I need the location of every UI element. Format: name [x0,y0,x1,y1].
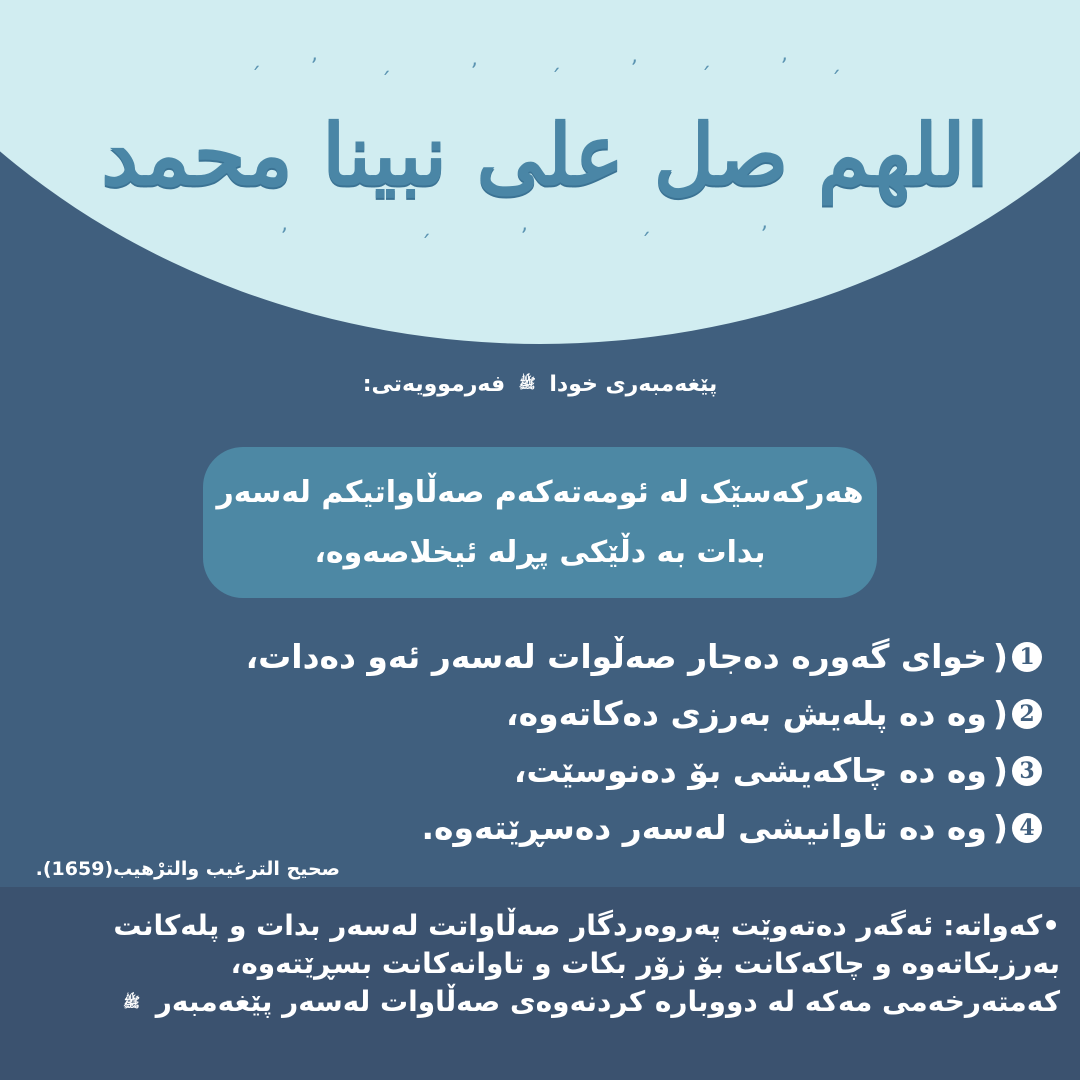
number-badge-icon: 2 [1012,699,1042,729]
intro-text-after: فەرموویەتی: [362,372,506,397]
benefit-item-2 [182,685,1042,742]
hadith-intro [0,372,1080,397]
benefit-item-4 [182,799,1042,856]
pbuh-honorific-icon: ﷺ [123,995,141,1011]
number-separator: ( [992,637,1008,676]
benefit-text: وە دە چاکەیشی بۆ دەنوسێت، [513,751,987,790]
conclusion-text [20,907,1060,1022]
benefits-list [182,628,1042,856]
conclusion-panel [0,887,1080,1080]
number-separator: ( [992,751,1008,790]
conclusion-line-3-text: کەمتەرخەمی مەکە لە دووبارە کردنەوەی صەڵاوات لەسەر پێغەمبەر [155,985,1060,1018]
number-badge-icon: 3 [1012,756,1042,786]
hadith-line-1: هەرکەسێک لە ئومەتەکەم صەڵاواتیکم لەسەر [216,474,864,510]
calligraphy-text: اللهم صل على نبينا محمد [100,105,990,204]
conclusion-line-2: بەرزبکاتەوە و چاکەکانت بۆ زۆر بکات و تاوانەکانت بسڕێتەوە، [230,947,1060,980]
benefit-text: وە دە تاوانیشی لەسەر دەسڕێتەوە. [421,808,987,847]
hadith-source-reference: صحيح الترغيب والترْهيب(1659). [35,858,340,880]
number-separator: ( [992,808,1008,847]
intro-text-before: پێغەمبەری خودا [549,372,718,397]
calligraphy-banner [100,55,990,258]
hadith-line-2: بدات بە دڵێکی پڕلە ئیخلاصەوە، [314,534,766,570]
pbuh-honorific-icon: ﷺ [518,376,536,392]
number-badge-icon: 1 [1012,642,1042,672]
conclusion-line-3 [20,983,1060,1022]
benefit-item-3 [182,742,1042,799]
number-separator: ( [992,694,1008,733]
hadith-quote-box [203,447,877,598]
calligraphy-diacritics-decoration: ˊ ʼ ˊ ʼ ˊ ʼ ˊ ʼ ˊ ʼ ˊ ʼ ˊ ʼ [250,55,841,258]
benefit-text: خوای گەورە دەجار صەڵوات لەسەر ئەو دەدات، [245,637,987,676]
conclusion-line-1: •کەواتە: ئەگەر دەتەوێت پەروەردگار صەڵاواتت لەسەر بدات و پلەکانت [113,909,1060,942]
number-badge-icon: 4 [1012,813,1042,843]
benefit-text: وە دە پلەیش بەرزی دەکاتەوە، [506,694,987,733]
benefit-item-1 [182,628,1042,685]
